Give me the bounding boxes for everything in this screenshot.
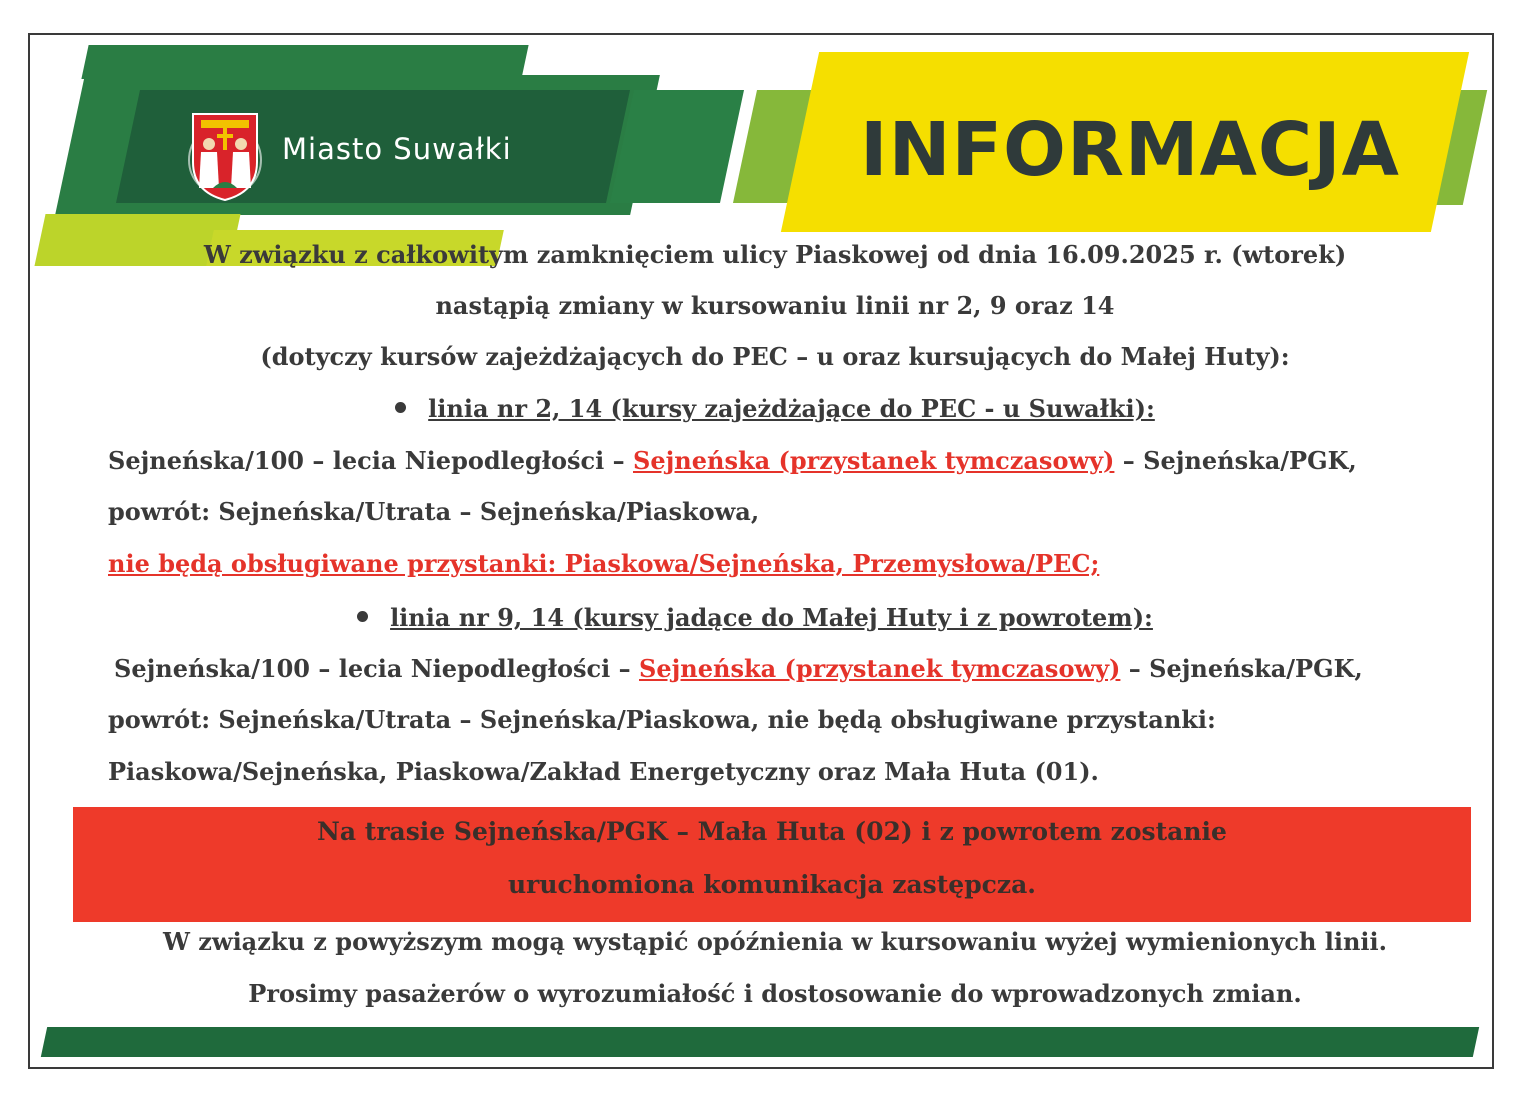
intro-line-2: nastąpią zmiany w kursowaniu linii nr 2, 9 oraz 14 [435,291,1115,320]
intro-line-3: (dotyczy kursów zajeżdżających do PEC – u oraz kursujących do Małej Huty): [260,342,1290,371]
city-coat-of-arms-icon [187,110,263,202]
replacement-service-banner [73,807,1471,922]
footer-line-2: Prosimy pasażerów o wyrozumiałość i dostosowanie do wprowadzonych zmian. [248,979,1302,1008]
section1-temporary-stop: Sejneńska (przystanek tymczasowy) [633,446,1115,475]
headline: INFORMACJA [860,107,1400,193]
section2-route [114,649,1494,689]
section1-route-end: – Sejneńska/PGK, [1114,446,1357,475]
header-stripe-green-top [81,45,528,79]
bullet-icon [395,402,406,413]
section1-not-served: nie będą obsługiwane przystanki: Piaskowa/Sejneńska, Przemysłowa/PEC; [108,549,1100,578]
section2-temporary-stop: Sejneńska (przystanek tymczasowy) [639,654,1121,683]
section2-stops: Piaskowa/Sejneńska, Piaskowa/Zakład Energetyczny oraz Mała Huta (01). [108,757,1099,786]
alert-line-2: uruchomiona komunikacja zastępcza. [507,870,1036,899]
intro-line-1: W związku z całkowitym zamknięciem ulicy Piaskowej od dnia 16.09.2025 r. (wtorek) [203,240,1347,269]
footer-line-1: W związku z powyższym mogą wystąpić opóźnienia w kursowaniu wyżej wymienionych linii. [162,927,1388,956]
section2-route-start: Sejneńska/100 – lecia Niepodległości – [114,654,639,683]
footer-stripe-green [41,1027,1479,1057]
section1-route [108,441,1488,481]
bullet-icon [357,611,368,622]
section1-bullet-text: linia nr 2, 14 (kursy zajeżdżające do PEC - u Suwałki): [428,394,1155,423]
section1-return: powrót: Sejneńska/Utrata – Sejneńska/Piaskowa, [108,497,760,526]
section1-route-start: Sejneńska/100 – lecia Niepodległości – [108,446,633,475]
section1-bullet [60,389,1490,429]
alert-line-1: Na trasie Sejneńska/PGK – Mała Huta (02) i z powrotem zostanie [317,817,1227,846]
section2-bullet [40,598,1470,638]
section2-route-end: – Sejneńska/PGK, [1120,654,1363,683]
section2-return: powrót: Sejneńska/Utrata – Sejneńska/Piaskowa, nie będą obsługiwane przystanki: [108,705,1216,734]
section2-bullet-text: linia nr 9, 14 (kursy jadące do Małej Huty i z powrotem): [390,603,1153,632]
city-name: Miasto Suwałki [282,132,512,166]
